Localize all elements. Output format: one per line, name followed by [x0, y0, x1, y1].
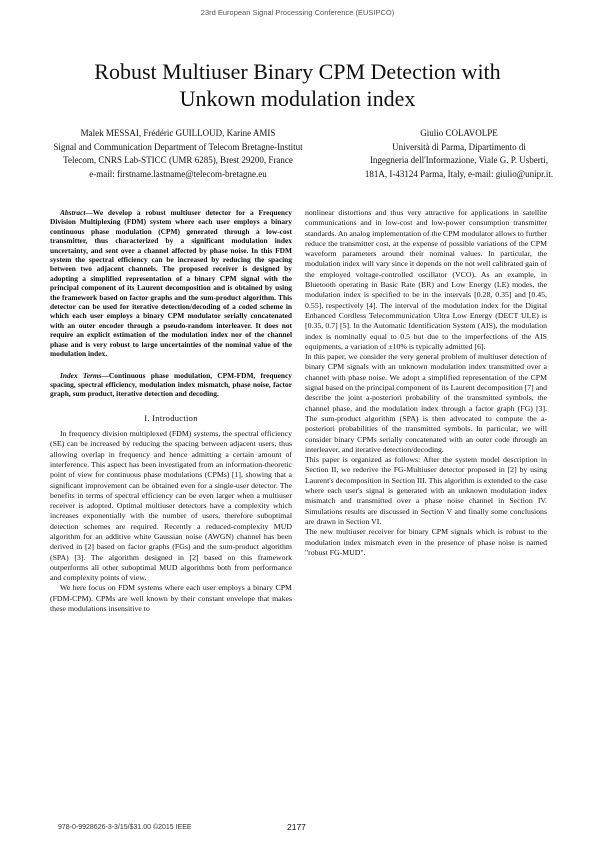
paragraph: We here focus on FDM systems where each user employs a binary CPM (FDM-CPM). CPMs are well known by their constant envelope that makes these modulations insensitive to: [50, 583, 292, 614]
title-line-2: Unkown modulation index: [179, 86, 416, 111]
index-terms-text: —Continuous phase modulation, CPM-FDM, frequency spacing, spectral efficiency, modulation index mismatch, phase noise, factor graph, sum product, iterative detection and decoding.: [50, 370, 292, 399]
paper-title: [40, 58, 555, 112]
affiliation-line: Università di Parma, Dipartimento di: [392, 141, 526, 152]
left-column: [50, 208, 292, 614]
abstract-label: Abstract: [60, 208, 86, 217]
email-line: e-mail: firstname.lastname@telecom-bretagne.eu: [89, 168, 267, 179]
abstract-text: —We develop a robust multiuser detector for a Frequency Division Multiplexing (FDM) system where each user employs a binary continuous phase modulation (CPM) generated through a low-cost transmitter, thus characterized by a significant modulation index uncertainty, and sent over a channel affected by phase noise. In this FDM system the spectral efficiency can be increased by reducing the spacing between two adjacent channels. The proposed receiver is designed by adopting a simplified representation of a binary CPM signal with the principal component of its Laurent decomposition and is obtained by using the framework based on factor graphs and the sum-product algorithm. This detector can be used for iterative detection/decoding of a coded scheme in which each user employs a binary CPM modulator serially concatenated with an outer encoder through a pseudo-random interleaver. It does not require an explicit estimation of the modulation index nor of the channel phase and is very robust to large uncertainties of the nominal value of the modulation index.: [50, 208, 292, 359]
authors-right-block: [335, 127, 583, 181]
author-names: Giulio COLAVOLPE: [420, 128, 498, 138]
affiliation-line: Telecom, CNRS Lab-STICC (UMR 6285), Brest 29200, France: [63, 155, 293, 165]
affiliation-line: Signal and Communication Department of Telecom Bretagne-Institut: [53, 141, 303, 152]
right-column: [305, 208, 547, 558]
paragraph: nonlinear distortions and thus very attractive for applications in satellite communications and in low-cost and low-power consumption transmitter standards. An analog implementation of the CPM modulator allows to further reduce the transmitter cost, at the expense of possible variations of the CPM waveform parameters around their nominal values. In particular, the modulation index will vary since it depends on the not well calibrated gain of the employed voltage-controlled oscillator (VCO). As an example, in Bluetooth operating in Basic Rate (BR) and Low Energy (LE) modes, the modulation index is specified to be in the intervals [0.28, 0.35] and [0.45, 0.55], respectively [4]. The interval of the modulation index for the Digital Enhanced Cordless Telecommunication Ultra Low Energy (DECT ULE) is [0.35, 0.7] [5]. In the Automatic Identification System (AIS), the modulation index is nominally equal to 0.5 but due to the imperfections of the AIS equipments, a variation of ±10% is typically admitted [6].: [305, 208, 547, 351]
index-terms: [50, 371, 292, 399]
paragraph: In this paper, we consider the very general problem of multiuser detection of binary CPM signals with an unknown modulation index transmitted over a channel with phase noise. We adopt a simplified representation of the CPM signal based on the principal component of its Laurent decomposition [7] and describe the joint a-posteriori probability of the transmitted symbols, the channel phase, and the modulation index through a factor graph (FG) [3]. The sum-product algorithm (SPA) is then advocated to compute the a-posteriori probabilities of the transmitted symbols. In particular, we will consider binary CPMs serially concatenated with an outer code through an interleaver, and iterative detection/decoding.: [305, 352, 547, 454]
authors-left-block: [28, 127, 328, 181]
paragraph: In frequency division multiplexed (FDM) systems, the spectral efficiency (SE) can be increased by reducing the spacing between adjacent users, thus allowing overlap in frequency and hence admitting a certain amount of interference. This aspect has been investigated from an information-theoretic point of view for continuous phase modulations (CPMs) [1], showing that a significant improvement can be obtained even for a single-user detector. The benefits in terms of spectral efficiency can be even larger when a multiuser receiver is adopted. Optimal multiuser detectors have a complexity which increases exponentially with the number of users, therefore suboptimal detection schemes are required. Recently a reduced-complexity MUD algorithm for an additive white Gaussian noise (AWGN) channel has been derived in [2] based on factor graphs (FGs) and the sum-product algorithm (SPA) [3]. The algorithm designed in [2] based on this framework outperforms all other suboptimal MUD algorithms both from performance and complexity points of view.: [50, 429, 292, 583]
affiliation-line: Ingegneria dell'Informazione, Viale G. P. Usberti,: [369, 155, 549, 165]
title-line-1: Robust Multiuser Binary CPM Detection with: [94, 59, 501, 84]
copyright-footer: 978-0-9928626-3-3/15/$31.00 ©2015 IEEE: [58, 824, 192, 831]
page-number: 2177: [287, 822, 306, 832]
abstract: [50, 208, 292, 359]
author-names: Malek MESSAI, Frédéric GUILLOUD, Karine AMIS: [80, 128, 276, 138]
paragraph: This paper is organized as follows: After the system model description in Section II, we rederive the FG-Multiuser detector proposed in [2] by using Laurent's decomposition in Section III. This algorithm is extended to the case where each user's signal is generated with an unknown modulation index mismatch and transmitted over a phase noise channel in Section IV. Simulations results are discussed in Section V and finally some conclusions are drawn in Section VI.: [305, 455, 547, 526]
conference-header: 23rd European Signal Processing Conference (EUSIPCO): [200, 8, 395, 17]
section-heading: I. Introduction: [144, 412, 198, 423]
paragraph: The new multiuser receiver for binary CPM signals which is robust to the modulation index mismatch even in the presence of phase noise is named "robust FG-MUD".: [305, 527, 547, 557]
index-terms-label: Index Terms: [60, 370, 102, 380]
affiliation-email-line: 181A, I-43124 Parma, Italy, e-mail: giulio@unipr.it.: [364, 168, 554, 179]
